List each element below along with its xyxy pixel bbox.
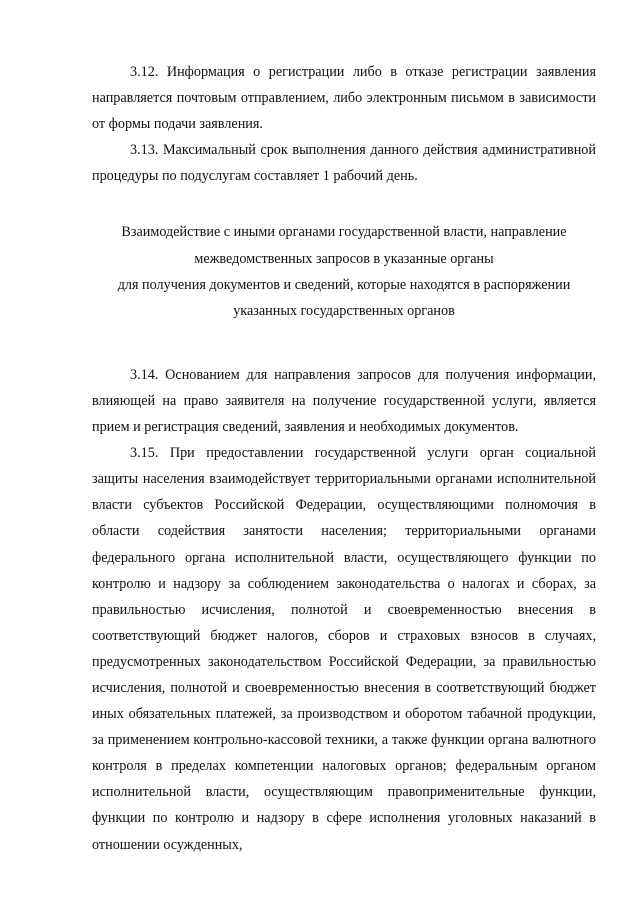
section-heading-line: указанных государственных органов (233, 302, 455, 319)
section-heading-line: Взаимодействие с иными органами государственной власти, направление (121, 224, 567, 241)
paragraph-3-13: 3.13. Максимальный срок выполнения данного действия административной процедуры по подуслугам составляет 1 рабочий день. (92, 142, 596, 185)
section-heading-line: для получения документов и сведений, которые находятся в распоряжении (117, 276, 571, 293)
document-page (92, 59, 596, 858)
section-heading (92, 219, 596, 323)
paragraph-3-15: 3.15. При предоставлении государственной услуги орган социальной защиты населения взаимодействует территориальными органами исполнительной власти субъектов Российской Федерации, осуществляющими полномочия в области содействия занятости населения; территориальными органами федерального органа исполнительной власти, осуществляющего функции по контролю и надзору за соблюдением законодательства о налогах и сборах, за правильностью исчисления, полнотой и своевременностью внесения в соответствующий бюджет налогов, сборов и страховых взносов в случаях, предусмотренных законодательством Российской Федерации, за правильностью исчисления, полнотой и своевременностью внесения в соответствующий бюджет иных обязательных платежей, за производством и оборотом табачной продукции, за применением контрольно-кассовой техники, а также функции органа валютного контроля в пределах компетенции налоговых органов; федеральным органом исполнительной власти, осуществляющим правоприменительные функции, функции по контролю и надзору в сфере исполнения уголовных наказаний в отношении осужденных, (92, 445, 596, 853)
paragraph-3-12: 3.12. Информация о регистрации либо в отказе регистрации заявления направляется почтовым отправлением, либо электронным письмом в зависимости от формы подачи заявления. (92, 64, 596, 133)
section-heading-line: межведомственных запросов в указанные органы (194, 250, 494, 267)
paragraph-3-14: 3.14. Основанием для направления запросов для получения информации, влияющей на право заявителя на получение государственной услуги, является прием и регистрация сведений, заявления и необходимых документов. (92, 366, 596, 436)
